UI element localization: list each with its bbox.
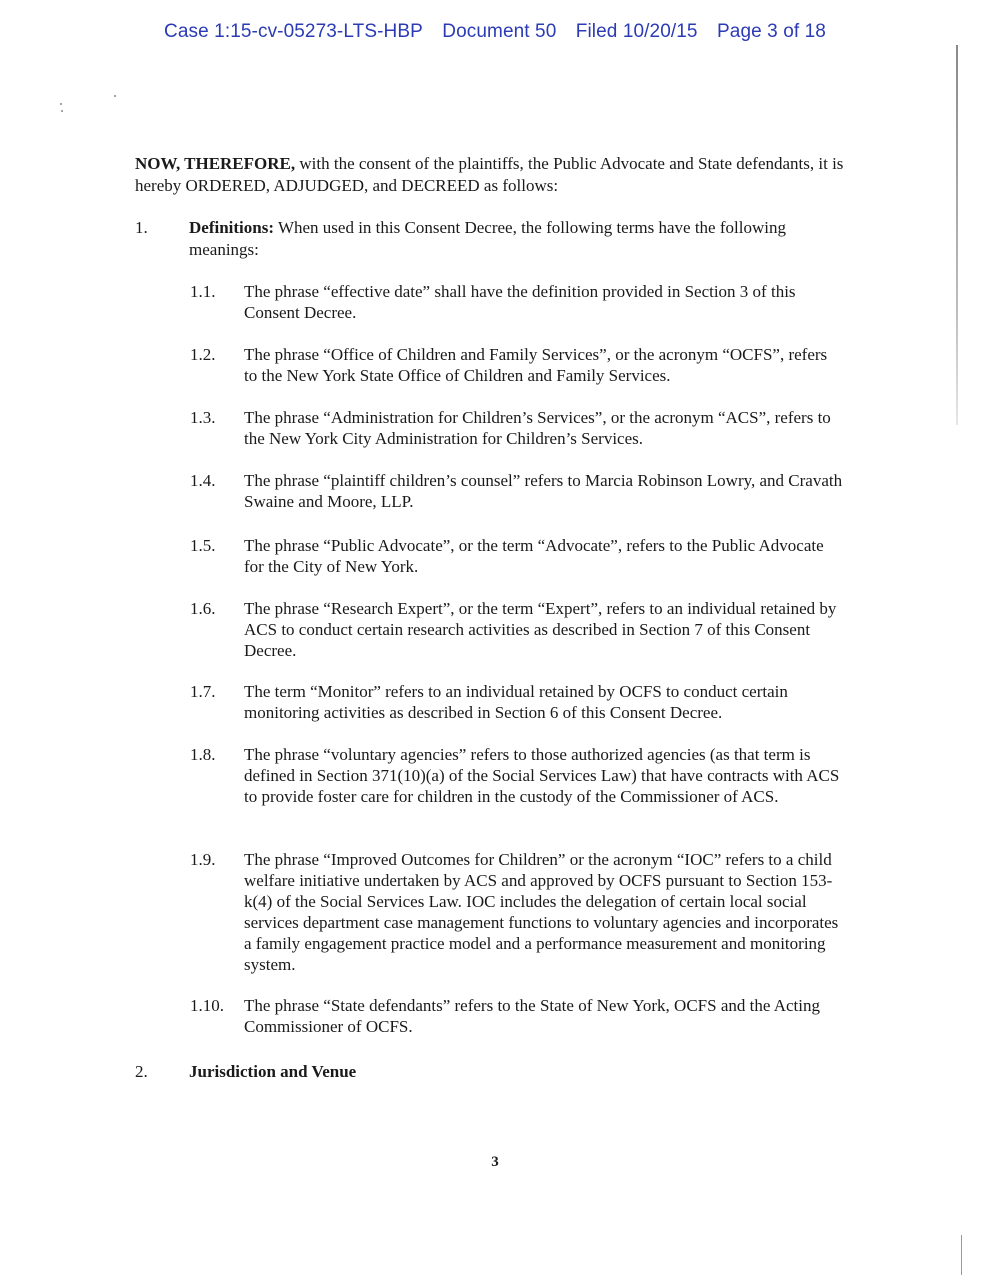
filing-header [0, 21, 990, 43]
definition-text: The phrase “Research Expert”, or the term “Expert”, refers to an individual retained by ACS to conduct certain research activities as described in Section 7 of this Consent Decree. [244, 599, 837, 660]
definition-text: The phrase “voluntary agencies” refers to those authorized agencies (as that term is defined in Section 371(10)(a) of the Social Services Law) that have contracts with ACS to provide foster care for children in the custody of the Commissioner of ACS. [244, 745, 840, 806]
intro-paragraph [135, 153, 855, 197]
scan-speck [60, 103, 62, 105]
scan-speck [114, 95, 116, 97]
scan-edge-line [956, 45, 958, 425]
section-number: 1. [135, 218, 148, 237]
case-number: Case 1:15-cv-05273-LTS-HBP [164, 21, 423, 42]
section-heading: Definitions: [189, 218, 274, 237]
intro-lead: NOW, THEREFORE, [135, 154, 296, 173]
definition-text: The phrase “Public Advocate”, or the term “Advocate”, refers to the Public Advocate for the City of New York. [244, 536, 824, 576]
definition-text: The phrase “effective date” shall have the definition provided in Section 3 of this Consent Decree. [244, 282, 796, 322]
definition-number: 1.2. [190, 345, 216, 364]
scan-edge-line-bottom [961, 1235, 962, 1275]
definition-number: 1.5. [190, 536, 216, 555]
definition-text: The phrase “Office of Children and Family Services”, or the acronym “OCFS”, refers to the New York State Office of Children and Family Services. [244, 345, 828, 385]
definition-number: 1.6. [190, 599, 216, 618]
section-body [189, 1061, 849, 1083]
definition-number: 1.8. [190, 745, 216, 764]
definition-number: 1.1. [190, 282, 216, 301]
section-text: When used in this Consent Decree, the following terms have the following meanings: [189, 218, 786, 259]
section-heading: Jurisdiction and Venue [189, 1062, 357, 1081]
page-indicator: Page 3 of 18 [717, 21, 826, 42]
section-body [189, 217, 849, 261]
intro-text: with the consent of the plaintiffs, the Public Advocate and State defendants, it is hereby ORDERED, ADJUDGED, and DECREED as follows: [135, 154, 844, 195]
definition-text: The term “Monitor” refers to an individual retained by OCFS to conduct certain monitoring activities as described in Section 6 of this Consent Decree. [244, 682, 788, 722]
filed-date: Filed 10/20/15 [575, 21, 698, 42]
definition-text: The phrase “State defendants” refers to the State of New York, OCFS and the Acting Commissioner of OCFS. [244, 996, 820, 1036]
definition-number: 1.7. [190, 682, 216, 701]
definition-text: The phrase “plaintiff children’s counsel” refers to Marcia Robinson Lowry, and Cravath Swaine and Moore, LLP. [244, 471, 843, 511]
definition-text: The phrase “Improved Outcomes for Children” or the acronym “IOC” refers to a child welfare initiative undertaken by ACS and approved by OCFS pursuant to Section 153-k(4) of the Social Services Law. IOC includes the delegation of certain local social services department case management functions to voluntary agencies and incorporates a family engagement practice model and a performance measurement and monitoring system. [244, 850, 839, 974]
definition-number: 1.10. [190, 996, 224, 1015]
section-number: 2. [135, 1062, 148, 1081]
definition-number: 1.9. [190, 850, 216, 869]
definition-number: 1.4. [190, 471, 216, 490]
definition-text: The phrase “Administration for Children’s Services”, or the acronym “ACS”, refers to the New York City Administration for Children’s Services. [244, 408, 831, 448]
scan-speck [61, 110, 63, 112]
definition-number: 1.3. [190, 408, 216, 427]
document-number: Document 50 [442, 21, 557, 42]
page-number: 3 [491, 1154, 499, 1170]
